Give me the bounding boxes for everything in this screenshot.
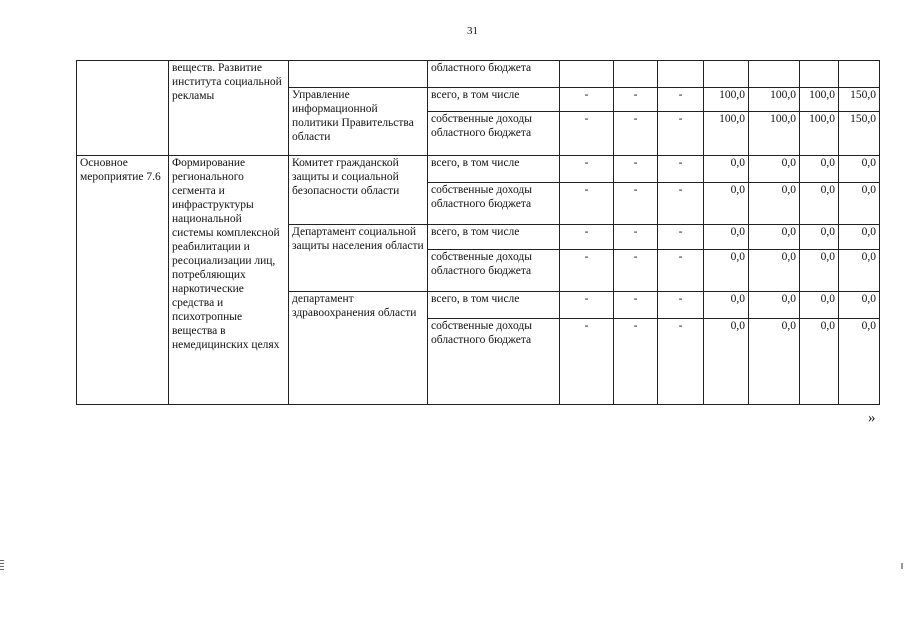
funding-source-cell: всего, в том числе (428, 88, 560, 112)
value-cell: - (658, 250, 704, 292)
value-cell: 0,0 (800, 292, 839, 319)
table-row (77, 156, 880, 183)
value-cell: 0,0 (704, 292, 749, 319)
value-cell: - (658, 88, 704, 112)
value-cell: 150,0 (839, 88, 880, 112)
value-cell: 0,0 (749, 156, 800, 183)
value-cell: 100,0 (800, 112, 839, 156)
value-cell: 0,0 (704, 250, 749, 292)
value-cell: - (560, 319, 614, 405)
value-cell: 0,0 (800, 156, 839, 183)
value-cell: 0,0 (839, 292, 880, 319)
value-cell: - (560, 88, 614, 112)
executor-cell: департамент здравоохранения области (289, 292, 428, 405)
activity-cell (77, 61, 169, 156)
value-cell: 0,0 (839, 250, 880, 292)
scan-edge-mark (0, 560, 4, 572)
value-cell: 100,0 (800, 88, 839, 112)
activity-cell: Основное мероприятие 7.6 (77, 156, 169, 405)
value-cell: - (614, 156, 658, 183)
value-cell: - (658, 156, 704, 183)
value-cell: 0,0 (839, 156, 880, 183)
executor-cell (289, 61, 428, 88)
value-cell: 0,0 (749, 292, 800, 319)
value-cell (560, 61, 614, 88)
value-cell: 0,0 (839, 183, 880, 225)
value-cell: 100,0 (704, 112, 749, 156)
funding-source-cell: всего, в том числе (428, 292, 560, 319)
value-cell (749, 61, 800, 88)
funding-source-cell: собственные доходы областного бюджета (428, 112, 560, 156)
value-cell: - (560, 183, 614, 225)
value-cell (704, 61, 749, 88)
value-cell: 0,0 (704, 156, 749, 183)
value-cell: - (614, 183, 658, 225)
value-cell: - (614, 250, 658, 292)
executor-cell: Департамент социальной защиты населения области (289, 225, 428, 292)
value-cell: 0,0 (704, 225, 749, 250)
value-cell: 0,0 (839, 225, 880, 250)
value-cell: 0,0 (800, 250, 839, 292)
value-cell: 0,0 (800, 183, 839, 225)
value-cell: 0,0 (704, 183, 749, 225)
value-cell: - (658, 292, 704, 319)
value-cell: 0,0 (704, 319, 749, 405)
value-cell: - (614, 88, 658, 112)
activity-name-cell: Формирование регионального сегмента и инфраструктуры национальной системы комплексной реабилитации и ресоциализации лиц, потребляющих наркотические средства и психотропные вещества в немедицинских целях (169, 156, 289, 405)
value-cell: 0,0 (749, 225, 800, 250)
funding-source-cell: собственные доходы областного бюджета (428, 250, 560, 292)
budget-table (76, 60, 880, 405)
value-cell: 0,0 (749, 183, 800, 225)
funding-source-cell: всего, в том числе (428, 225, 560, 250)
scan-edge-dot (901, 563, 903, 569)
value-cell: - (560, 112, 614, 156)
page-number: 31 (467, 25, 478, 37)
value-cell: - (614, 292, 658, 319)
value-cell: 100,0 (749, 88, 800, 112)
value-cell: - (658, 225, 704, 250)
funding-source-cell: собственные доходы областного бюджета (428, 319, 560, 405)
value-cell: 0,0 (800, 319, 839, 405)
value-cell: 0,0 (749, 250, 800, 292)
value-cell: - (658, 319, 704, 405)
value-cell: - (560, 250, 614, 292)
value-cell (658, 61, 704, 88)
value-cell: - (560, 156, 614, 183)
value-cell: 100,0 (704, 88, 749, 112)
continuation-mark: » (868, 410, 876, 426)
value-cell: 0,0 (800, 225, 839, 250)
value-cell (800, 61, 839, 88)
value-cell: - (658, 112, 704, 156)
value-cell: - (614, 112, 658, 156)
value-cell: 0,0 (749, 319, 800, 405)
value-cell: - (560, 292, 614, 319)
value-cell (839, 61, 880, 88)
executor-cell: Управление информационной политики Правительства области (289, 88, 428, 156)
value-cell: 150,0 (839, 112, 880, 156)
value-cell: 0,0 (839, 319, 880, 405)
value-cell (614, 61, 658, 88)
table-row (77, 61, 880, 88)
executor-cell: Комитет гражданской защиты и социальной безопасности области (289, 156, 428, 225)
value-cell: - (614, 319, 658, 405)
funding-source-cell: всего, в том числе (428, 156, 560, 183)
value-cell: - (560, 225, 614, 250)
activity-name-cell: веществ. Развитие института социальной рекламы (169, 61, 289, 156)
value-cell: - (658, 183, 704, 225)
funding-source-cell: областного бюджета (428, 61, 560, 88)
value-cell: - (614, 225, 658, 250)
value-cell: 100,0 (749, 112, 800, 156)
funding-source-cell: собственные доходы областного бюджета (428, 183, 560, 225)
